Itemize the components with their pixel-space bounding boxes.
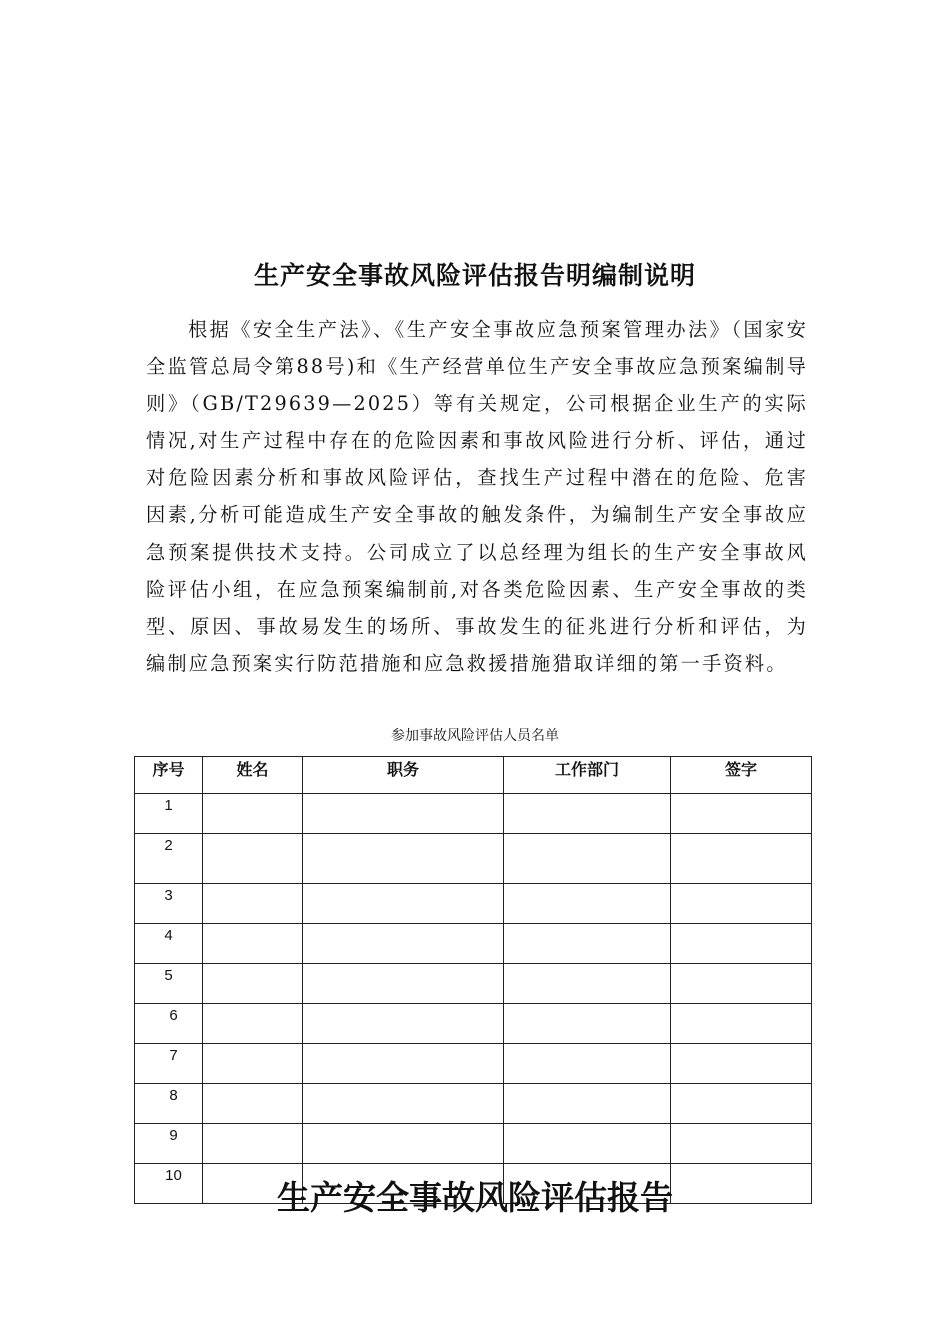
name-cell — [203, 1084, 303, 1124]
header-serial: 序号 — [135, 757, 203, 794]
name-cell — [203, 1004, 303, 1044]
row-number: 8 — [135, 1084, 203, 1124]
table-row — [135, 1124, 812, 1164]
table-row — [135, 834, 812, 884]
name-cell — [203, 964, 303, 1004]
department-cell — [504, 1044, 671, 1084]
position-cell — [303, 884, 504, 924]
position-cell — [303, 794, 504, 834]
table-row — [135, 794, 812, 834]
department-cell — [504, 924, 671, 964]
header-position: 职务 — [303, 757, 504, 794]
name-cell — [203, 924, 303, 964]
table-row — [135, 964, 812, 1004]
position-cell — [303, 924, 504, 964]
position-cell — [303, 1084, 504, 1124]
name-cell — [203, 794, 303, 834]
signature-cell — [671, 834, 812, 884]
participant-table — [134, 756, 812, 1204]
row-number: 3 — [135, 884, 203, 924]
row-number: 1 — [135, 794, 203, 834]
header-signature: 签字 — [671, 757, 812, 794]
row-number: 2 — [135, 834, 203, 884]
position-cell — [303, 1124, 504, 1164]
report-title: 生产安全事故风险评估报告 — [277, 1178, 673, 1217]
row-number: 7 — [135, 1044, 203, 1084]
department-cell — [504, 794, 671, 834]
header-name: 姓名 — [203, 757, 303, 794]
table-header-row — [135, 757, 812, 794]
department-cell — [504, 834, 671, 884]
row-number: 4 — [135, 924, 203, 964]
row-number: 5 — [135, 964, 203, 1004]
signature-cell — [671, 1004, 812, 1044]
signature-cell — [671, 884, 812, 924]
signature-cell — [671, 1124, 812, 1164]
department-cell — [504, 1004, 671, 1044]
signature-cell — [671, 924, 812, 964]
row-number: 10 — [135, 1164, 203, 1204]
name-cell — [203, 884, 303, 924]
table-caption: 参加事故风险评估人员名单 — [391, 728, 559, 744]
table-row — [135, 1044, 812, 1084]
signature-cell — [671, 1084, 812, 1124]
table-row — [135, 1084, 812, 1124]
row-number: 6 — [135, 1004, 203, 1044]
name-cell — [203, 1044, 303, 1084]
header-department: 工作部门 — [504, 757, 671, 794]
position-cell — [303, 834, 504, 884]
name-cell — [203, 1124, 303, 1164]
row-number: 9 — [135, 1124, 203, 1164]
name-cell — [203, 834, 303, 884]
department-cell — [504, 884, 671, 924]
table-row — [135, 924, 812, 964]
position-cell — [303, 1004, 504, 1044]
document-title: 生产安全事故风险评估报告明编制说明 — [253, 261, 696, 290]
department-cell — [504, 1124, 671, 1164]
signature-cell — [671, 1044, 812, 1084]
signature-cell — [671, 794, 812, 834]
position-cell — [303, 964, 504, 1004]
table-row — [135, 884, 812, 924]
department-cell — [504, 964, 671, 1004]
position-cell — [303, 1044, 504, 1084]
department-cell — [504, 1084, 671, 1124]
signature-cell — [671, 964, 812, 1004]
table-row — [135, 1004, 812, 1044]
explanation-paragraph: 根据《安全生产法》、《生产安全事故应急预案管理办法》（国家安全监管总局令第88号)和《生产经营单位生产安全事故应急预案编制导则》（GB/T29639—2025）等有关规定，公司根据企业生产的实际情况,对生产过程中存在的危险因素和事故风险进行分析、评估，通过对危险因素分析和事故风险评估，查找生产过程中潜在的危险、危害因素,分析可能造成生产安全事故的触发条件，为编制生产安全事故应急预案提供技术支持。公司成立了以总经理为组长的生产安全事故风险评估小组，在应急预案编制前,对各类危险因素、生产安全事故的类型、原因、事故易发生的场所、事故发生的征兆进行分析和评估，为编制应急预案实行防范措施和应急救援措施猎取详细的第一手资料。 — [146, 318, 808, 675]
